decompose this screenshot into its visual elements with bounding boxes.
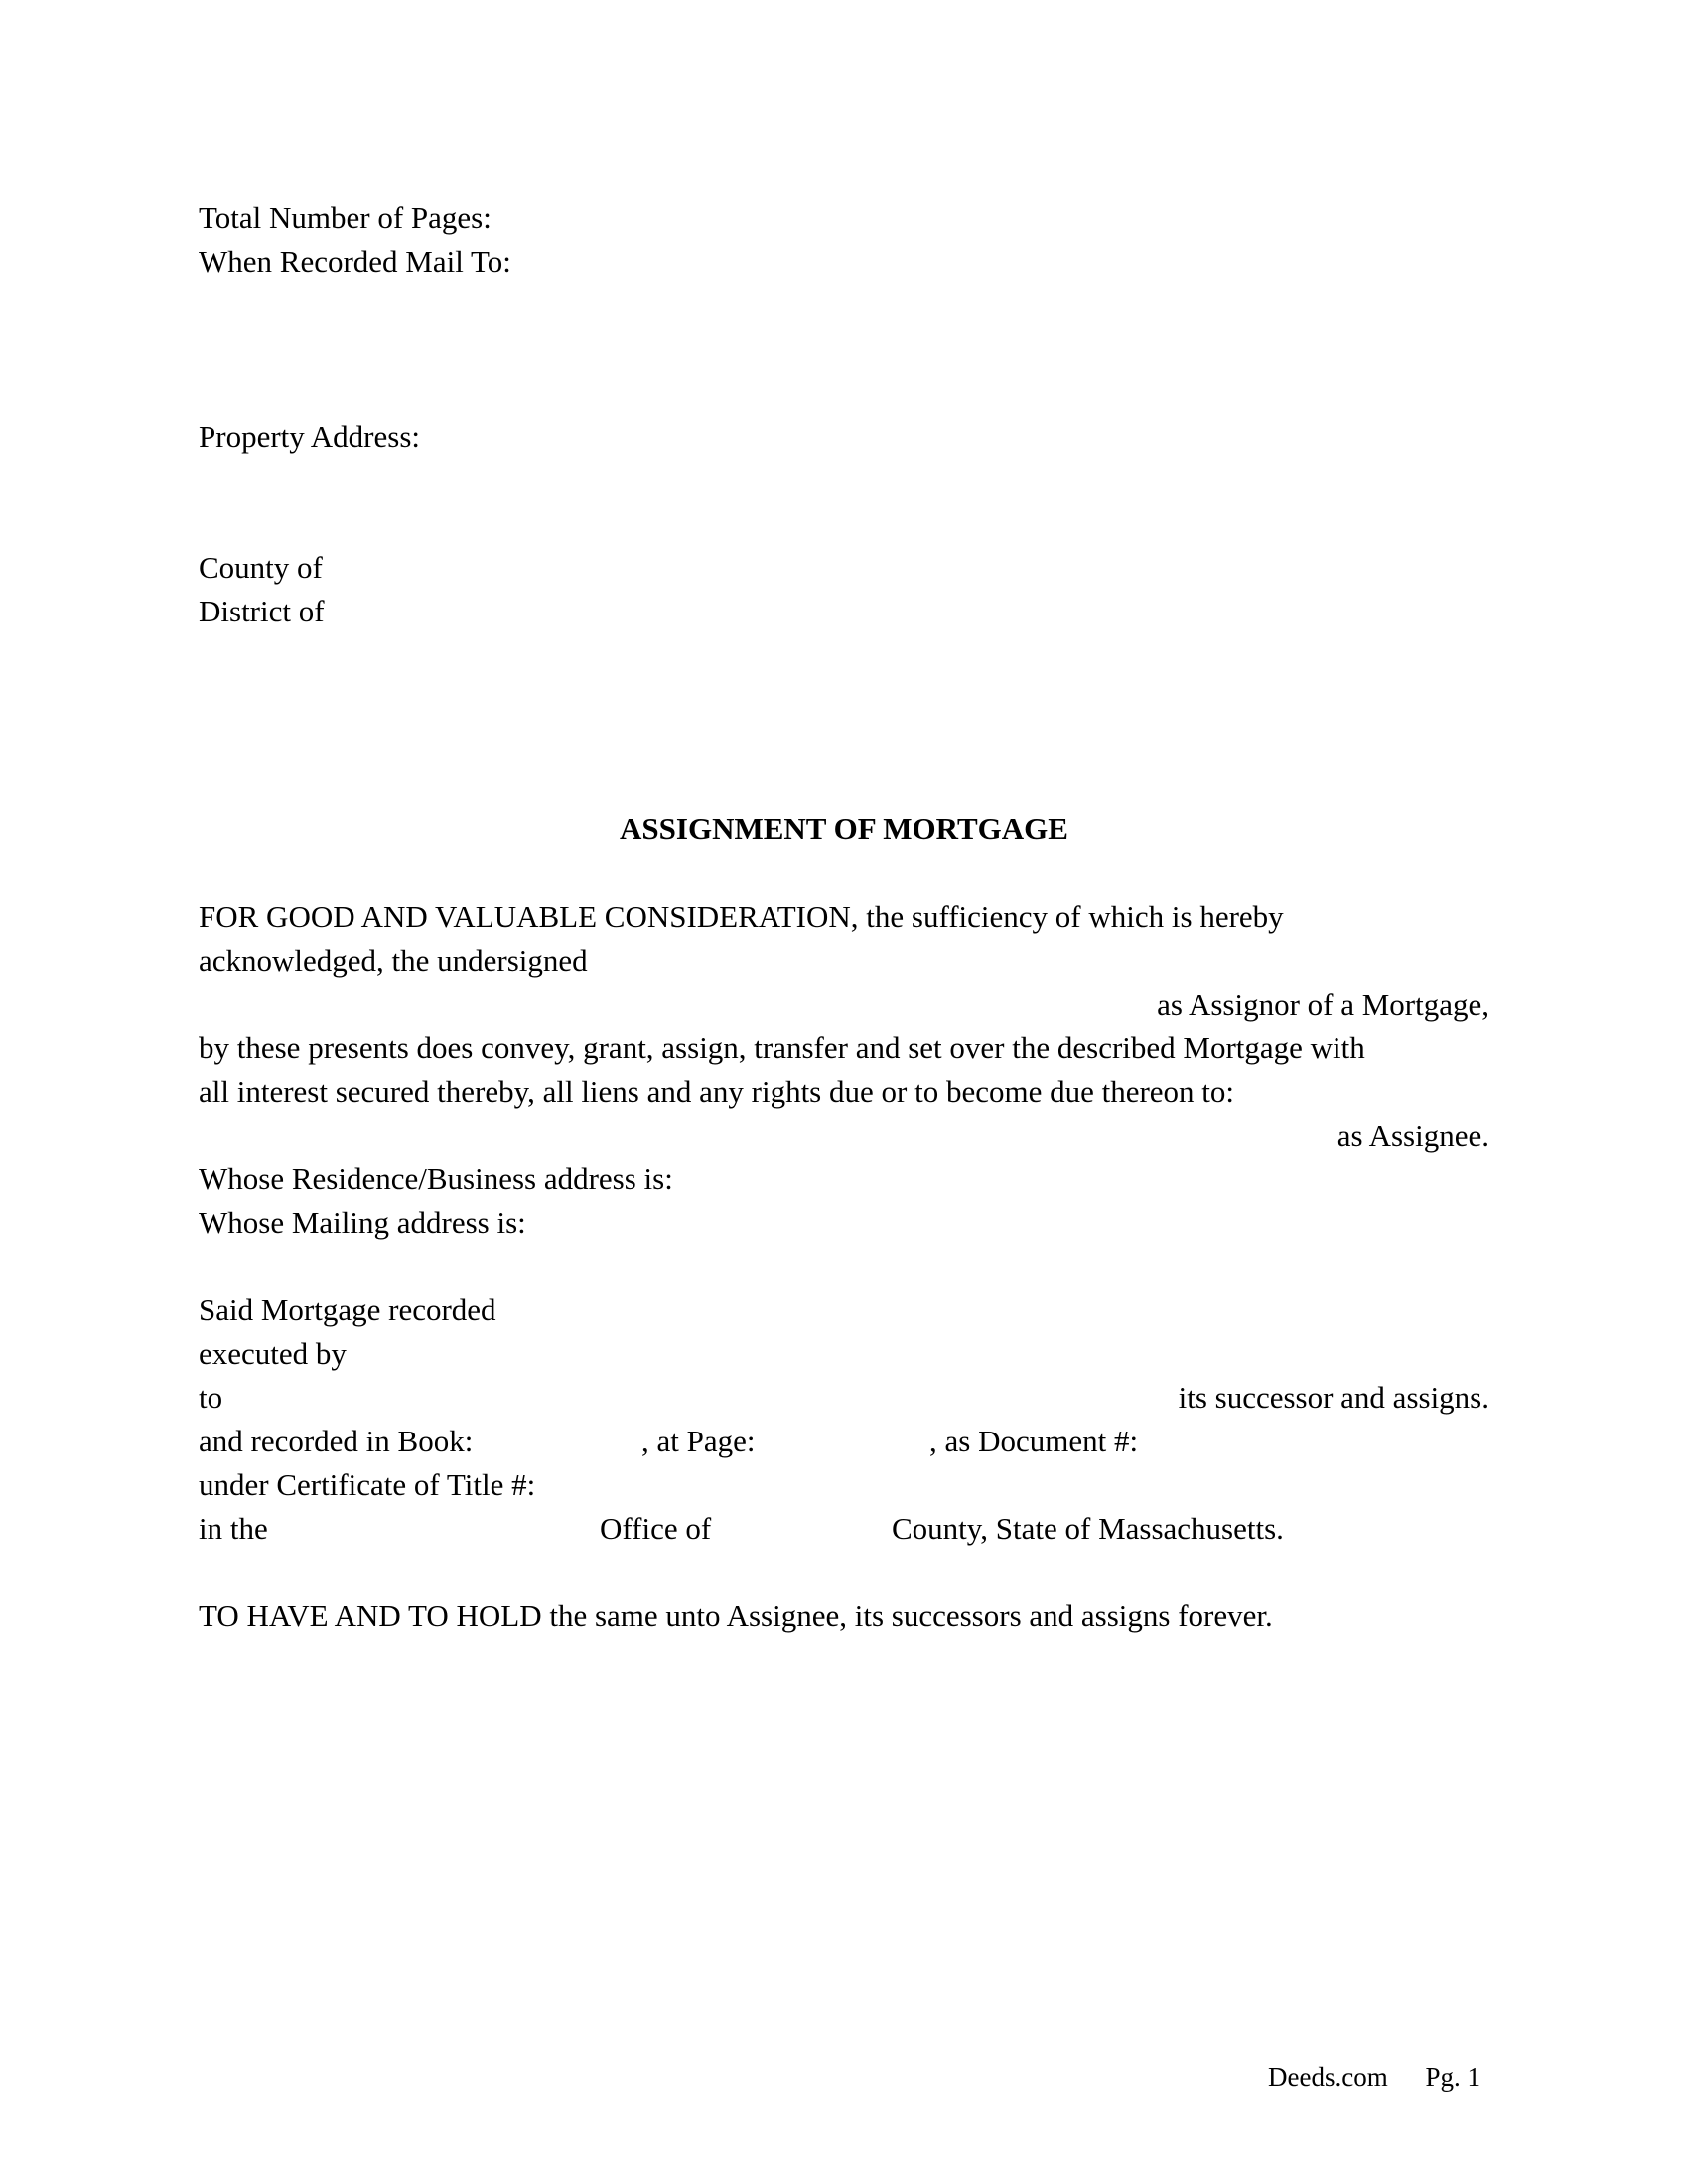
property-address-label: Property Address:	[199, 419, 421, 454]
county-label: County of	[199, 550, 323, 585]
body-line-4: by these presents does convey, grant, assign, transfer and set over the described Mortgage with	[199, 1030, 1365, 1065]
district-label: District of	[199, 594, 325, 628]
residence-address-label: Whose Residence/Business address is:	[199, 1161, 673, 1196]
footer-page-number: Pg. 1	[1425, 2062, 1480, 2092]
total-pages-label: Total Number of Pages:	[199, 201, 492, 235]
office-of-label: Office of	[600, 1511, 712, 1546]
assignee-label: as Assignee.	[1336, 1118, 1489, 1153]
body-line-1: FOR GOOD AND VALUABLE CONSIDERATION, the sufficiency of which is hereby	[199, 899, 1284, 934]
in-the-label: in the	[199, 1511, 268, 1546]
mailing-address-label: Whose Mailing address is:	[199, 1205, 526, 1240]
county-state-label: County, State of Massachusetts.	[892, 1511, 1284, 1546]
mail-to-label: When Recorded Mail To:	[199, 244, 511, 279]
body-line-2: acknowledged, the undersigned	[199, 943, 588, 978]
document-number-label: , as Document #:	[929, 1424, 1139, 1458]
document-title: ASSIGNMENT OF MORTGAGE	[620, 811, 1068, 846]
habendum-clause: TO HAVE AND TO HOLD the same unto Assignee, its successors and assigns forever.	[199, 1598, 1273, 1633]
to-label: to	[199, 1380, 223, 1415]
assignor-label: as Assignor of a Mortgage,	[1157, 987, 1489, 1022]
book-label: and recorded in Book:	[199, 1424, 474, 1458]
body-line-5: all interest secured thereby, all liens and any rights due or to become due thereon to:	[199, 1074, 1235, 1109]
certificate-label: under Certificate of Title #:	[199, 1467, 536, 1502]
footer-brand: Deeds.com	[1268, 2062, 1388, 2092]
page-label: , at Page:	[641, 1424, 756, 1458]
successor-label: its successor and assigns.	[1178, 1380, 1489, 1415]
executed-by-label: executed by	[199, 1336, 347, 1371]
said-mortgage-label: Said Mortgage recorded	[199, 1293, 496, 1327]
